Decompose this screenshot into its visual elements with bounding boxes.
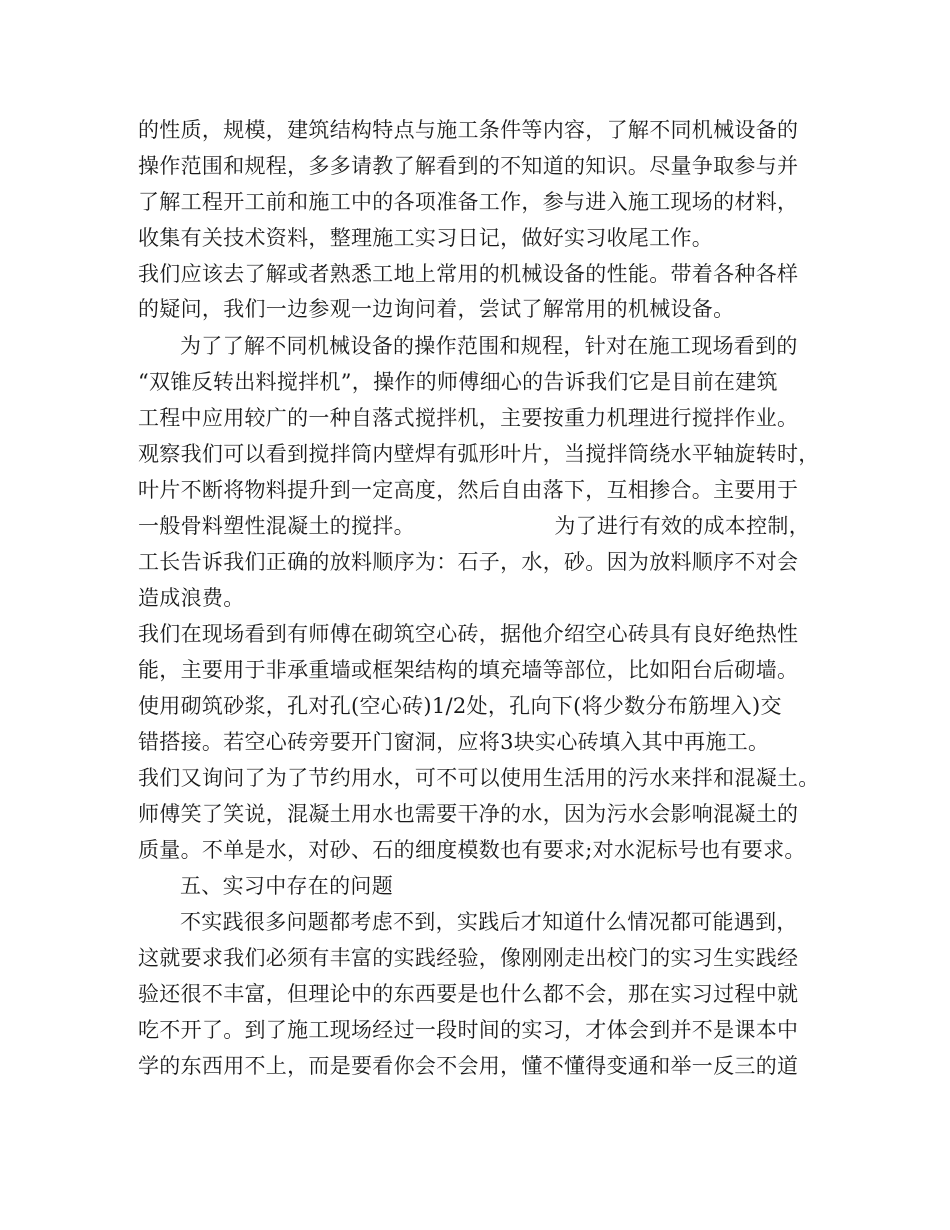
text-line: 不实践很多问题都考虑不到，实践后才知道什么情况都可能遇到， xyxy=(180,910,798,934)
text-line: 我们在现场看到有师傅在砌筑空心砖，据他介绍空心砖具有良好绝热性 xyxy=(138,622,799,646)
text-line: “双锥反转出料搅拌机”，操作的师傅细心的告诉我们它是目前在建筑 xyxy=(138,370,778,394)
text-line: 操作范围和规程，多多请教了解看到的不知道的知识。尽量争取参与并 xyxy=(138,154,799,178)
text-line: 学的东西用不上，而是要看你会不会用，懂不懂得变通和举一反三的道 xyxy=(138,1054,799,1078)
text-line: 使用砌筑砂浆，孔对孔(空心砖)1/2处，孔向下(将少数分布筋埋入)交 xyxy=(138,694,782,718)
text-line: 质量。不单是水，对砂、石的细度模数也有要求;对水泥标号也有要求。 xyxy=(138,838,806,862)
text-line: 的性质，规模，建筑结构特点与施工条件等内容，了解不同机械设备的 xyxy=(138,118,799,142)
text-line: 师傅笑了笑说，混凝土用水也需要干净的水，因为污水会影响混凝土的 xyxy=(138,802,799,826)
section-heading: 五、实习中存在的问题 xyxy=(180,874,393,898)
text-line: 为了了解不同机械设备的操作范围和规程，针对在施工现场看到的 xyxy=(180,334,798,358)
text-line: 工程中应用较广的一种自落式搅拌机，主要按重力机理进行搅拌作业。 xyxy=(138,406,799,430)
text-line: 这就要求我们必须有丰富的实践经验，像刚刚走出校门的实习生实践经 xyxy=(138,946,799,970)
text-line: 观察我们可以看到搅拌筒内壁焊有弧形叶片，当搅拌筒绕水平轴旋转时， xyxy=(138,442,820,466)
text-line: 我们又询问了为了节约用水，可不可以使用生活用的污水来拌和混凝土。 xyxy=(138,766,820,790)
text-line: 叶片不断将物料提升到一定高度，然后自由落下，互相掺合。主要用于 xyxy=(138,478,799,502)
text-line: 造成浪费。 xyxy=(138,586,245,610)
text-line: 了解工程开工前和施工中的各项准备工作，参与进入施工现场的材料， xyxy=(138,190,799,214)
text-line: 工长告诉我们正确的放料顺序为：石子，水，砂。因为放料顺序不对会 xyxy=(138,550,799,574)
text-line: 我们应该去了解或者熟悉工地上常用的机械设备的性能。带着各种各样 xyxy=(138,262,799,286)
text-line: 的疑问，我们一边参观一边询问着，尝试了解常用的机械设备。 xyxy=(138,297,735,321)
text-line: 一般骨料塑性混凝土的搅拌。 为了进行有效的成本控制， xyxy=(138,514,811,538)
text-line: 错搭接。若空心砖旁要开门窗洞，应将3块实心砖填入其中再施工。 xyxy=(138,730,770,754)
text-line: 验还很不丰富，但理论中的东西要是也什么都不会，那在实习过程中就 xyxy=(138,982,799,1006)
text-line: 能，主要用于非承重墙或框架结构的填充墙等部位，比如阳台后砌墙。 xyxy=(138,658,799,682)
text-line: 收集有关技术资料，整理施工实习日记，做好实习收尾工作。 xyxy=(138,226,714,250)
text-line: 吃不开了。到了施工现场经过一段时间的实习，才体会到并不是课本中 xyxy=(138,1018,799,1042)
